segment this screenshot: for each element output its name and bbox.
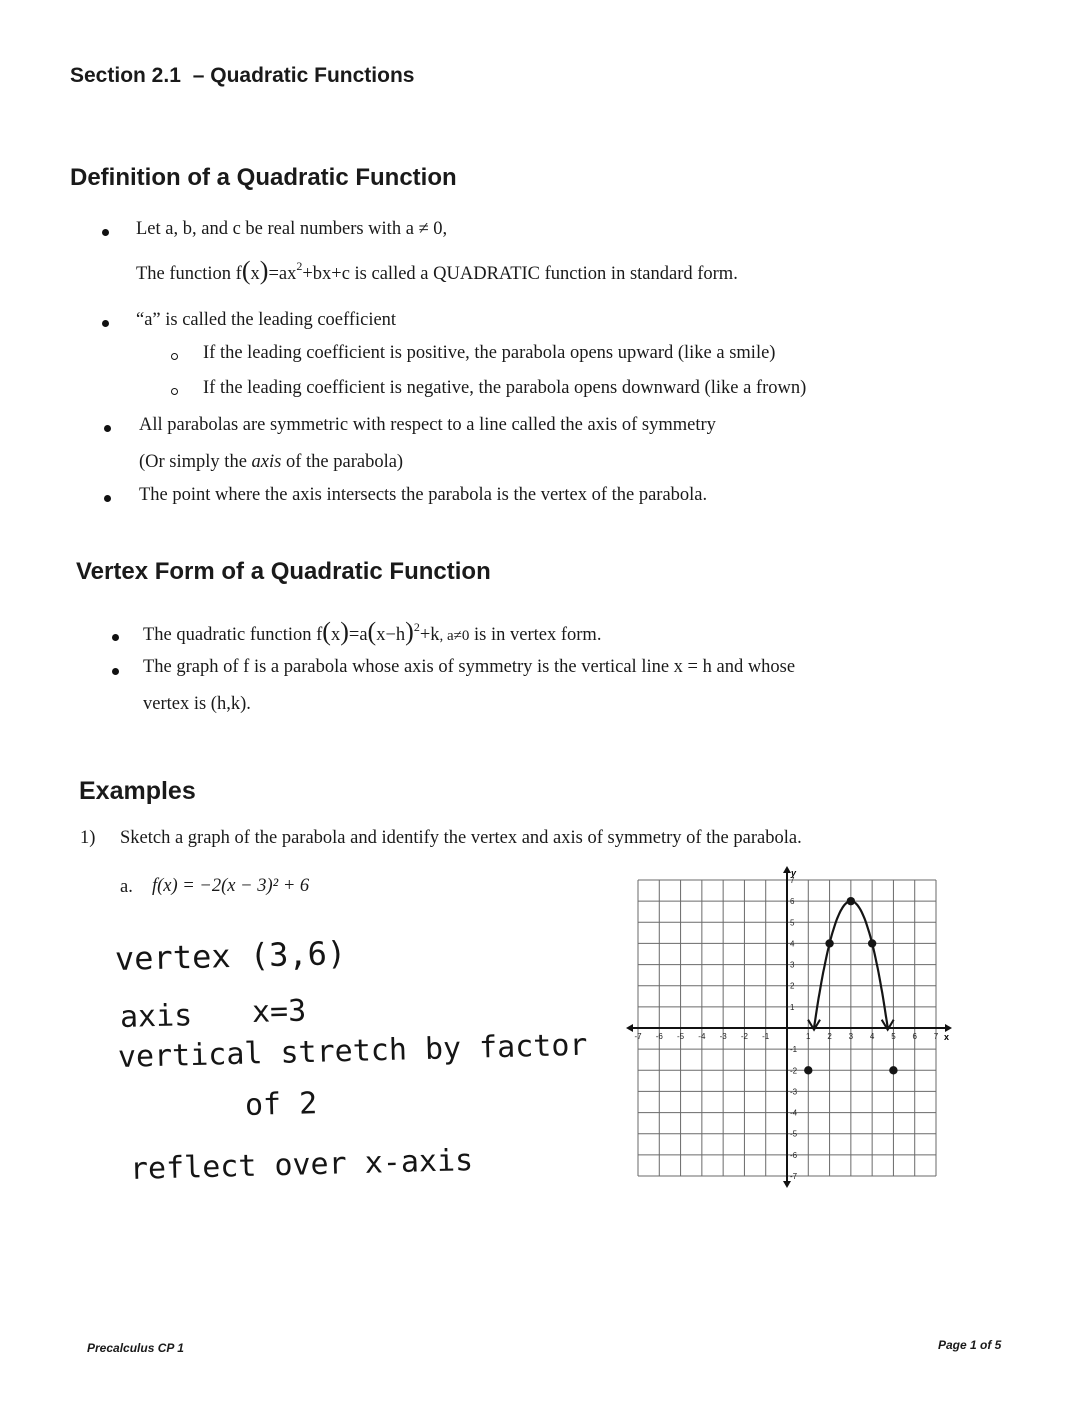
y-tick-label: -4 — [790, 1108, 798, 1118]
section-dash: – — [192, 64, 205, 87]
fn-rhs-a: =ax — [268, 264, 297, 284]
definition-sub-2: If the leading coefficient is negative, the parabola opens downward (like a frown) — [203, 378, 807, 398]
bullet-dot — [112, 634, 119, 641]
vertex-form-pre: The quadratic function — [143, 625, 317, 645]
x-tick-label: -2 — [740, 1032, 748, 1041]
examples-title: Examples — [79, 777, 196, 805]
part-label: a. — [120, 877, 133, 897]
y-tick-label: 5 — [790, 918, 795, 928]
y-tick-label: -3 — [790, 1087, 798, 1097]
handwritten-axis-value: x=3 — [251, 993, 307, 1030]
x-tick-label: -7 — [634, 1032, 642, 1041]
x-axis-label: x — [944, 1032, 950, 1042]
y-axis-label: y — [791, 868, 797, 878]
plotted-point — [847, 897, 855, 905]
x-tick-label: -1 — [762, 1032, 770, 1041]
vertex-form-bullet-2: The graph of f is a parabola whose axis of symmetry is the vertical line x = h and whose — [143, 657, 796, 677]
x-tick-label: 2 — [827, 1032, 832, 1041]
fn-x: x — [250, 264, 260, 284]
axes — [626, 866, 952, 1188]
x-tick-label: -3 — [719, 1032, 727, 1041]
handwritten-reflect: reflect over x-axis — [129, 1143, 474, 1187]
plotted-point — [804, 1066, 812, 1074]
y-axis-arrow-down — [783, 1181, 791, 1188]
vf-x: x — [330, 625, 341, 645]
y-tick-label: 7 — [790, 876, 795, 885]
vf-cond: , a≠0 — [439, 628, 470, 644]
handwritten-stretch-factor: of 2 — [244, 1086, 318, 1123]
hollow-bullet — [171, 353, 178, 360]
y-tick-label: 6 — [790, 897, 795, 907]
y-tick-label: -1 — [790, 1045, 798, 1055]
handwritten-axis-label: axis — [119, 998, 193, 1035]
definition-bullet-4: The point where the axis intersects the parabola is the vertex of the parabola. — [139, 485, 708, 505]
standard-form-line: The function $f(x)=ax^2+bx+c$ is called a QUADRATIC function in standard form. — [136, 256, 738, 285]
y-tick-label: -2 — [790, 1066, 798, 1076]
plotted-point — [825, 939, 833, 947]
part-expression: f(x) = −2(x − 3)² + 6 — [152, 876, 310, 896]
hollow-bullet — [171, 388, 178, 395]
definition-sub-1: If the leading coefficient is positive, the parabola opens upward (like a smile) — [203, 343, 776, 363]
fn-sup: 2 — [296, 259, 303, 273]
bullet-dot — [102, 320, 109, 327]
bullet-dot — [112, 668, 119, 675]
vertex-form-bullet-2-cont: vertex is (h,k). — [143, 694, 251, 714]
footer-page: Page 1 of 5 — [938, 1338, 1002, 1352]
x-tick-label: -6 — [655, 1032, 663, 1041]
handwritten-stretch: vertical stretch by factor — [117, 1027, 588, 1075]
definition-bullet-2: “a” is called the leading coefficient — [136, 310, 397, 330]
y-tick-label: 3 — [790, 960, 795, 970]
bullet-dot — [102, 229, 109, 236]
axis-note-post: of the parabola) — [281, 452, 404, 472]
fn-rhs-b: +bx+c — [302, 264, 350, 284]
y-tick-label: -6 — [790, 1150, 798, 1160]
fn-f: f — [235, 264, 242, 284]
vf-f: f — [316, 625, 323, 645]
definition-bullet-1: Let a, b, and c be real numbers with a ≠ 0, — [136, 219, 448, 239]
question-text: Sketch a graph of the parabola and identify the vertex and axis of symmetry of the parabola. — [120, 828, 802, 848]
y-tick-label: 1 — [790, 1002, 795, 1012]
handwritten-vertex: vertex (3,6) — [114, 933, 347, 978]
axis-note-em: axis — [251, 452, 282, 472]
x-tick-label: 7 — [933, 1032, 939, 1041]
axis-note-pre: (Or simply the — [139, 452, 252, 472]
bullet-dot — [104, 425, 111, 432]
y-tick-label: 4 — [790, 939, 795, 949]
vf-inner: x−h — [376, 625, 406, 645]
y-axis-arrow-up — [783, 866, 791, 873]
standard-form-pre: The function — [136, 264, 236, 284]
vf-k: +k — [419, 625, 440, 645]
question-number: 1) — [80, 828, 96, 848]
section-number: Section 2.1 — [70, 64, 181, 87]
plotted-point — [889, 1066, 897, 1074]
vertex-form-bullet-1: The quadratic function $f(x)=a(x-h)^2+k$, a≠0 is in vertex form. — [143, 617, 602, 646]
bullet-dot — [104, 495, 111, 502]
vertex-form-post: is in vertex form. — [469, 625, 602, 645]
x-tick-label: -5 — [677, 1032, 685, 1041]
footer-course: Precalculus CP 1 — [87, 1341, 184, 1355]
x-tick-label: 6 — [912, 1032, 917, 1041]
definition-bullet-3: All parabolas are symmetric with respect to a line called the axis of symmetry — [139, 415, 716, 435]
x-tick-label: 4 — [869, 1032, 875, 1041]
y-tick-label: -7 — [790, 1172, 798, 1181]
definition-bullet-3-cont — [139, 452, 403, 473]
vf-sup: 2 — [413, 620, 420, 634]
section-header — [70, 64, 414, 88]
x-tick-label: 5 — [891, 1032, 896, 1041]
y-tick-label: 2 — [790, 981, 795, 991]
standard-form-post: is called a QUADRATIC function in standard form. — [349, 264, 738, 284]
x-tick-label: 3 — [848, 1032, 854, 1041]
y-tick-label: -5 — [790, 1129, 798, 1139]
x-tick-label: 1 — [806, 1032, 811, 1041]
plotted-point — [868, 939, 876, 947]
definition-title: Definition of a Quadratic Function — [70, 164, 457, 191]
section-topic: Quadratic Functions — [210, 64, 415, 87]
x-tick-label: -4 — [698, 1032, 706, 1041]
x-axis-arrow-left — [626, 1024, 633, 1032]
vertex-form-title: Vertex Form of a Quadratic Function — [76, 558, 491, 585]
coordinate-graph — [620, 858, 960, 1194]
vf-eq: =a — [348, 625, 368, 645]
x-axis-arrow-right — [945, 1024, 952, 1032]
